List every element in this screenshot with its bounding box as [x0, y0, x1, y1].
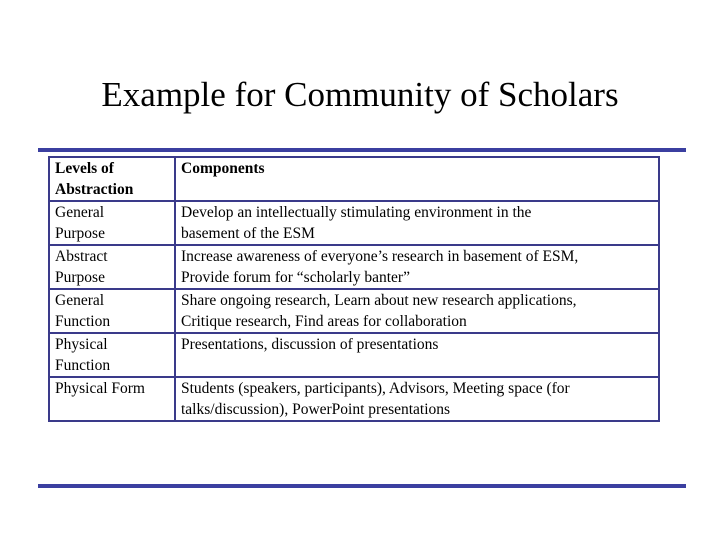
header-text-line: Components — [181, 160, 265, 177]
cell-text-line: basement of the ESM — [181, 225, 315, 242]
cell-text-line: Presentations, discussion of presentations — [181, 336, 439, 353]
level-cell — [49, 201, 175, 245]
abstraction-table — [48, 156, 660, 422]
level-cell — [49, 377, 175, 421]
cell-text-line: Develop an intellectually stimulating environment in the — [181, 204, 532, 221]
cell-text-line: talks/discussion), PowerPoint presentations — [181, 401, 451, 418]
components-cell — [175, 245, 659, 289]
components-cell — [175, 377, 659, 421]
header-text-line: Levels of — [55, 160, 114, 177]
table-row — [49, 289, 659, 333]
cell-text-line: Purpose — [55, 269, 105, 286]
cell-text-line: General — [55, 204, 105, 221]
table-row — [49, 201, 659, 245]
table-row — [49, 377, 659, 421]
level-cell — [49, 333, 175, 377]
table-row — [49, 333, 659, 377]
components-cell — [175, 289, 659, 333]
table-header-row — [49, 157, 659, 201]
header-levels-of-abstraction — [49, 157, 175, 201]
level-cell — [49, 289, 175, 333]
cell-text-line: Students (speakers, participants), Advisors, Meeting space (for — [181, 380, 570, 397]
bottom-divider — [38, 484, 686, 488]
table-row — [49, 245, 659, 289]
cell-text-line: Provide forum for “scholarly banter” — [181, 269, 410, 286]
cell-text-line: Share ongoing research, Learn about new research applications, — [181, 292, 577, 309]
cell-text-line: Increase awareness of everyone’s research in basement of ESM, — [181, 248, 579, 265]
slide-title: Example for Community of Scholars — [101, 75, 619, 114]
cell-text-line: Function — [55, 313, 111, 330]
cell-text-line: General — [55, 292, 105, 309]
cell-text-line: Function — [55, 357, 111, 374]
components-cell — [175, 201, 659, 245]
header-components — [175, 157, 659, 201]
cell-text-line: Physical — [55, 336, 108, 353]
cell-text-line: Abstract — [55, 248, 108, 265]
cell-text-line: Critique research, Find areas for collaboration — [181, 313, 467, 330]
cell-text-line: Physical Form — [55, 380, 145, 397]
cell-text-line: Purpose — [55, 225, 105, 242]
level-cell — [49, 245, 175, 289]
header-text-line: Abstraction — [55, 181, 134, 198]
components-cell — [175, 333, 659, 377]
top-divider — [38, 148, 686, 152]
